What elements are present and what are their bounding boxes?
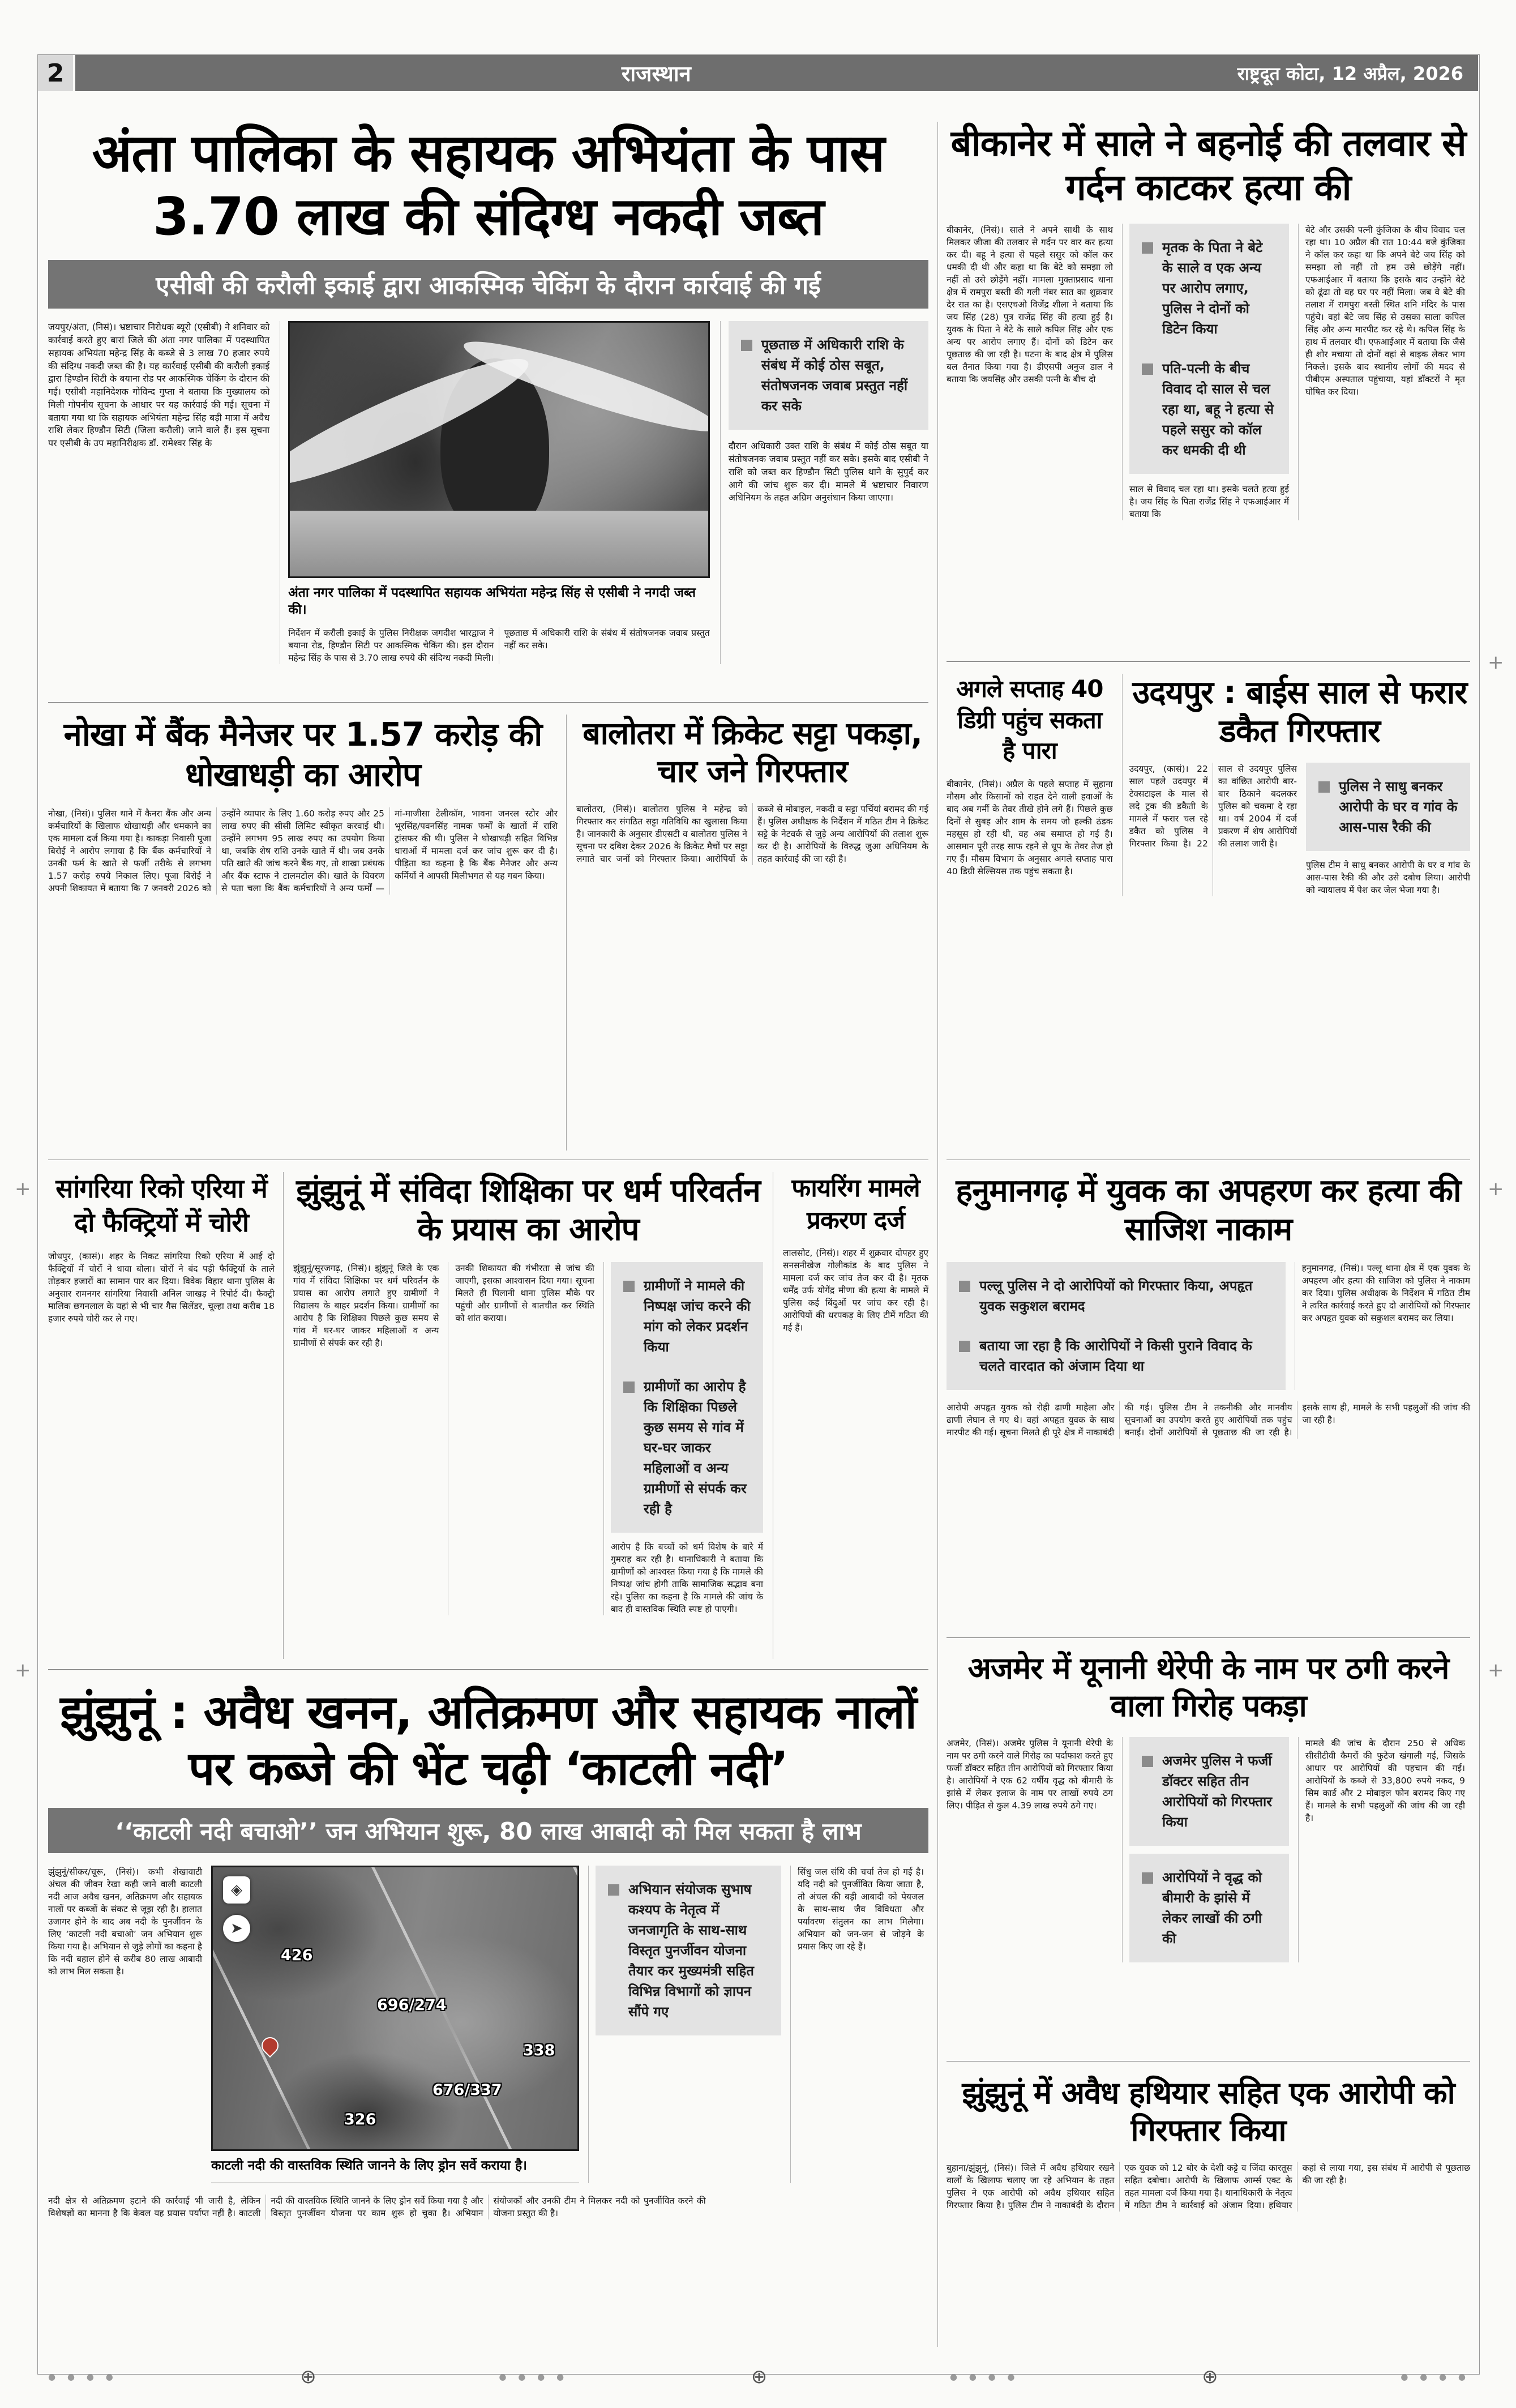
article-udaipur-dacoit: [1122, 674, 1470, 896]
footer-dots: ● ● ● ●: [48, 2372, 118, 2382]
masthead-date: राष्ट्रदूत कोटा, 12 अप्रैल, 2026: [1237, 62, 1463, 84]
map-pin-icon: [258, 2034, 282, 2058]
udaipur-body-2: पुलिस टीम ने साधु बनकर आरोपी के घर व गांव के आस-पास रैकी की और उसे दबोच लिया। आरोपी को न्यायालय में पेश कर जेल भेजा गया है।: [1306, 859, 1470, 895]
hanumangarh-bullet-1: पल्लू पुलिस ने दो आरोपियों को गिरफ्तार किया, अपहृत युवक सकुशल बरामद: [979, 1277, 1253, 1314]
katli-headline: झुंझुनूं : अवैध खनन, अतिक्रमण और सहायक नालों पर कब्जे की भेंट चढ़ी ‘काटली नदी’: [60, 1686, 917, 1797]
divider: [283, 1172, 284, 1659]
teacher-body-col3: आरोप है कि बच्चों को धर्म विशेष के बारे में गुमराह कर रही है। थानाधिकारी ने बताया कि ग्रामीणों को आश्वस्त किया गया है कि मामले की निष्पक्ष जांच होगी ताकि सामाजिक सद्भाव बना रहे। पुलिस का कहना है कि मामले की जांच के बाद ही वास्तविक स्थिति स्पष्ट हो पाएगी।: [610, 1541, 763, 1614]
ajmer-body-col3: मामले की जांच के दौरान 250 से अधिक सीसीटीवी कैमरों की फुटेज खंगाली गई, जिसके आधार पर आरोपियों की पहचान की गई। आरोपियों के कब्जे से 33,800 रुपये नकद, 9 सिम कार्ड और 2 मोबाइल फोन बरामद किए गए हैं। मामले के सभी पहलुओं की जांच की जा रही है।: [1305, 1738, 1465, 1823]
balotra-headline: बालोतरा में क्रिकेट सट्टा पकड़ा, चार जने गिरफ्तार: [583, 715, 922, 790]
article-weather: [947, 674, 1113, 896]
ajmer-inset-box-2: [1129, 1854, 1289, 1962]
article-katli-river: [48, 1684, 928, 2219]
acb-headline: अंता पालिका के सहायक अभियंता के पास 3.70 लाख की संदिग्ध नकदी जब्त: [92, 123, 885, 247]
map-plot-label: 426: [281, 1947, 313, 1965]
map-plot-label: 696/274: [377, 1996, 447, 2014]
katli-map-caption: काटली नदी की वास्तविक स्थिति जानने के लिए ड्रोन सर्वे कराया है।: [211, 2158, 579, 2183]
teacher-inset-box: [611, 1262, 763, 1533]
weapon-body: बुहाना/झुंझुनूं, (निसं)। जिले में अवैध हथियार रखने वालों के खिलाफ चलाए जा रहे अभियान के तहत पुलिस ने एक आरोपी को अवैध हथियार सहित गिरफ्तार किया है। पुलिस टीम ने नाकाबंदी के दौरान एक युवक को 12 बोर के देशी कट्टे व जिंदा कारतूस सहित दबोचा। आरोपी के खिलाफ आर्म्स एक्ट के तहत मामला दर्ज किया गया है। थानाधिकारी के नेतृत्व में गठित टीम ने कार्रवाई को अंजाम दिया। हथियार कहां से लाया गया, इस संबंध में आरोपी से पूछताछ की जा रही है।: [947, 2162, 1470, 2210]
ajmer-body-col1: अजमेर, (निसं)। अजमेर पुलिस ने यूनानी थेरेपी के नाम पर ठगी करने वाले गिरोह का पर्दाफाश करते हुए फर्जी डॉक्टर सहित तीन आरोपियों को गिरफ्तार किया है। आरोपियों ने एक 62 वर्षीय वृद्ध को बीमारी के झांसे में लेकर इलाज के नाम पर लाखों रुपये ठग लिए। पीड़ित से कुल 4.39 लाख रुपये ठगे गए।: [947, 1738, 1113, 1811]
balotra-body: बालोतरा, (निसं)। बालोतरा पुलिस ने महेन्द्र को गिरफ्तार कर संगठित सट्टा गतिविधि का खुलासा किया है। जानकारी के अनुसार डीएसटी व बालोतरा पुलिस ने सूचना पर दबिश देकर 2026 के क्रिकेट मैचों पर सट्टा लगाते चार जनों को गिरफ्तार किया। आरोपियों के कब्जे से मोबाइल, नकदी व सट्टा पर्चियां बरामद की गई हैं। पुलिस अधीक्षक के निर्देशन में गठित टीम ने क्रिकेट सट्टे के नेटवर्क से जुड़े अन्य आरोपियों की तलाश शुरू कर दी है। आरोपियों के विरुद्ध जुआ अधिनियम के तहत कार्रवाई की जा रही है।: [576, 804, 928, 865]
katli-body-bottom: नदी क्षेत्र से अतिक्रमण हटाने की कार्रवाई भी जारी है, लेकिन विशेषज्ञों का मानना है कि केवल यह प्रयास पर्याप्त नहीं है। काटली नदी की वास्तविक स्थिति जानने के लिए ड्रोन सर्वे किया गया है और विस्तृत पुनर्जीवन योजना पर काम शुरू हो चुका है। अभियान संयोजकों और उनकी टीम ने मिलकर नदी को पुनर्जीवित करने की योजना प्रस्तुत की है।: [48, 2195, 706, 2218]
article-firing-case: [783, 1172, 928, 1334]
sangriya-headline: सांगरिया रिको एरिया में दो फैक्ट्रियों में चोरी: [55, 1173, 267, 1238]
weapon-headline: झुंझुनूं में अवैध हथियार सहित एक आरोपी को गिरफ्तार किया: [962, 2075, 1455, 2148]
map-plot-label: 338: [523, 2042, 555, 2060]
photo-desk: [290, 511, 708, 576]
bullet-square-icon: [608, 1884, 619, 1896]
katli-drone-map: [211, 1866, 579, 2151]
layers-icon: ◈: [223, 1876, 250, 1904]
katli-body-col1: झुंझुनूं/सीकर/चूरू, (निसं)। कभी शेखावाटी अंचल की जीवन रेखा कही जाने वाली काटली नदी आज अवैध खनन, अतिक्रमण और सहायक नालों पर कब्जों के संकट से जूझ रही है। हालात उजागर होने के बाद अब नदी के पुनर्जीवन के लिए ‘काटली नदी बचाओ’ जन अभियान शुरू किया गया है। अभियान से जुड़े लोगों का कहना है कि नदी बहाल होने से करीब 80 लाख आबादी को लाभ मिल सकता है।: [48, 1867, 202, 1977]
page-number: 2: [38, 55, 75, 91]
section-title: राजस्थान: [621, 61, 691, 86]
weather-body: बीकानेर, (निसं)। अप्रैल के पहले सप्ताह में सुहाना मौसम और किसानों को राहत देने वाली हवाओं के बाद अब गर्मी के तेवर तीखे होने लगे हैं। पिछले कुछ दिनों से सुबह और शाम के समय जो हल्की ठंडक महसूस हो रही थी, वह अब समाप्त हो गई है। आसमान पूरी तरह साफ रहने से धूप के तेवर तेज हो गए हैं। मौसम विभाग के अनुसार अगले सप्ताह पारा 40 डिग्री सेल्सियस तक पहुंच सकता है।: [947, 779, 1113, 876]
divider: [48, 1669, 928, 1670]
teacher-body-col1: झुंझुनूं/सूरजगढ़, (निसं)। झुंझुनूं जिले के एक गांव में संविदा शिक्षिका पर धर्म परिवर्तन के प्रयास का आरोप लगाते हुए ग्रामीणों ने विद्यालय के बाहर प्रदर्शन किया। ग्रामीणों का आरोप है कि शिक्षिका पिछले कुछ समय से गांव में घर-घर जाकर महिलाओं व अन्य ग्रामीणों से संपर्क कर रही है।: [293, 1263, 439, 1348]
bullet-square-icon: [959, 1281, 970, 1292]
acb-body-below-photo: निर्देशन में करौली इकाई के पुलिस निरीक्षक जगदीश भारद्वाज ने बयाना रोड, हिण्डौन सिटी पर आकस्मिक चेकिंग की। इस दौरान महेन्द्र सिंह के पास से 3.70 लाख रुपये की संदिग्ध नकदी मिली। पूछताछ में अधिकारी राशि के संबंध में संतोषजनक जवाब प्रस्तुत नहीं कर सके।: [288, 628, 710, 664]
crop-mark: +: [1488, 1178, 1504, 1200]
ajmer-bullet-1: अजमेर पुलिस ने फर्जी डॉक्टर सहित तीन आरोपियों को गिरफ्तार किया: [1162, 1752, 1273, 1830]
acb-body-col4: दौरान अधिकारी उक्त राशि के संबंध में कोई ठोस सबूत या संतोषजनक जवाब प्रस्तुत नहीं कर सके। इसके बाद एसीबी ने राशि को जब्त कर हिण्डौन सिटी पुलिस थाने के सुपुर्द कर आगे की जांच शुरू कर दी। मामले में भ्रष्टाचार निवारण अधिनियम के तहत अग्रिम अनुसंधान किया जाएगा।: [728, 440, 928, 503]
nokha-headline: नोखा में बैंक मैनेजर पर 1.57 करोड़ की धोखाधड़ी का आरोप: [63, 715, 542, 794]
crop-mark: +: [1488, 651, 1504, 674]
udaipur-inset-box: [1306, 763, 1470, 851]
register-mark-icon: ⊕: [1202, 2366, 1218, 2388]
acb-subhead-band: एसीबी की करौली इकाई द्वारा आकस्मिक चेकिंग के दौरान कार्रवाई की गई: [48, 260, 928, 309]
teacher-bullet-2: ग्रामीणों का आरोप है कि शिक्षिका पिछले कुछ समय से गांव में घर-घर जाकर महिलाओं व अन्य ग्रामीणों से संपर्क कर रही है: [643, 1378, 747, 1517]
katli-bullet: अभियान संयोजक सुभाष कश्यप के नेतृत्व में जनजागृति के साथ-साथ विस्तृत पुनर्जीवन योजना तैयार कर मुख्यमंत्री सहित विभिन्न विभागों को ज्ञापन सौंपे गए: [628, 1881, 754, 2020]
article-acb-cash-seizure: [48, 122, 928, 664]
center-column-rule: [937, 122, 938, 2347]
article-sangriya-theft: [48, 1172, 275, 1325]
article-hanumangarh-kidnap: [947, 1172, 1470, 1439]
navigation-icon: ➤: [223, 1915, 250, 1942]
acb-body-col1: जयपुर/अंता, (निसं)। भ्रष्टाचार निरोधक ब्यूरो (एसीबी) ने शनिवार को कार्रवाई करते हुए बारां जिले की अंता नगर पालिका में पदस्थापित सहायक अभियंता महेन्द्र सिंह के कब्जे से 3 लाख 70 हजार रुपये की संदिग्ध नकदी जब्त की है। यह कार्रवाई एसीबी की करौली इकाई द्वारा हिण्डौन सिटी के बयाना रोड पर आकस्मिक चेकिंग के दौरान की गई। एसीबी महानिदेशक गोविन्द गुप्ता ने बताया कि मुख्यालय को मिली गोपनीय सूचना के आधार पर यह कार्रवाई की गई। सूचना में बताया गया था कि सहायक अभियंता महेन्द्र सिंह बड़ी मात्रा में अवैध राशि लेकर हिण्डौन सिटी (जिला करौली) जाने वाले हैं। इस सूचना पर एसीबी के उप महानिरीक्षक डॉ. रामेश्वर सिंह के: [48, 322, 270, 448]
map-plot-label: 326: [344, 2111, 376, 2129]
hanumangarh-bullet-2: बताया जा रहा है कि आरोपियों ने किसी पुराने विवाद के चलते वारदात को अंजाम दिया था: [979, 1337, 1252, 1374]
weather-headline: अगले सप्ताह 40 डिग्री पहुंच सकता है पारा: [956, 675, 1103, 765]
divider: [566, 715, 567, 1150]
article-ajmer-fraud: [947, 1650, 1470, 1962]
hanumangarh-headline: हनुमानगढ़ में युवक का अपहरण कर हत्या की साजिश नाकाम: [956, 1173, 1461, 1248]
bikaner-bullet-2: पति-पत्नी के बीच विवाद दो साल से चल रहा था, बहू ने हत्या से पहले ससुर को कॉल कर धमकी दी थी: [1162, 361, 1274, 459]
bullet-square-icon: [959, 1341, 970, 1352]
katli-subhead-band: ‘‘काटली नदी बचाओ’’ जन अभियान शुरू, 80 लाख आबादी को मिल सकता है लाभ: [48, 1808, 928, 1853]
bikaner-headline: बीकानेर में साले ने बहनोई की तलवार से गर्दन काटकर हत्या की: [950, 123, 1466, 209]
crop-mark: +: [1488, 1659, 1504, 1682]
footer-dots: ● ● ● ●: [949, 2372, 1020, 2382]
bikaner-body-col1: बीकानेर, (निसं)। साले ने अपने साथी के साथ मिलकर जीजा की तलवार से गर्दन पर वार कर हत्या कर दी। बहू ने हत्या से पहले ससुर को कॉल कर धमकी दी थी और कहा था कि बेटे को समझा लो नहीं तो उसे छोड़ेंगे नहीं। मामला मुक्ताप्रसाद थाना क्षेत्र में रामपुरा बस्ती की गली नंबर सात का शुक्रवार देर रात का है। एसएचओ विजेंद्र शीला ने बताया कि जय सिंह (28) पुत्र राजेंद्र सिंह की हत्या हुई है। युवक के पिता ने बेटे के साले कपिल सिंह और एक अन्य पर आरोप लगाए हैं। दोनों को डिटेन कर पूछताछ की जा रही है। घटना के बाद क्षेत्र में पुलिस बल तैनात किया गया है। डीएसपी अनुज डाल ने बताया कि जयसिंह और उसकी पत्नी के बीच दो: [947, 225, 1113, 385]
map-plot-label: 676/337: [432, 2081, 502, 2099]
bullet-square-icon: [1142, 1756, 1153, 1767]
register-mark-icon: ⊕: [300, 2366, 316, 2388]
teacher-body-col2: उनकी शिकायत की गंभीरता से जांच की जाएगी, इसका आश्वासन दिया गया। सूचना मिलते ही पिलानी थाना पुलिस मौके पर पहुंची और ग्रामीणों से बातचीत कर स्थिति को शांत कराया।: [455, 1263, 594, 1323]
page-header: [38, 55, 1478, 91]
bikaner-body-col2: साल से विवाद चल रहा था। इसके चलते हत्या हुई है। जय सिंह के पिता राजेंद्र सिंह ने एफआईआर में बताया कि: [1129, 484, 1289, 520]
ajmer-bullet-2: आरोपियों ने वृद्ध को बीमारी के झांसे में लेकर लाखों की ठगी की: [1162, 1869, 1262, 1947]
sangriya-body: जोधपुर, (कासं)। शहर के निकट सांगरिया रिको एरिया में आई दो फैक्ट्रियों में चोरों ने धावा बोला। चोरों ने बंद पड़ी फैक्ट्रियों के ताले तोड़कर हजारों का सामान पार कर दिया। विवेक विहार थाना पुलिस के अनुसार रामनगर सांगरिया निवासी अनिल जाखड़ ने रिपोर्ट दी। फैक्ट्री मालिक छगनलाल के यहां से भी चार गैस सिलेंडर, चूल्हा तथा करीब 18 हजार रुपये चोरी कर ले गए।: [48, 1251, 275, 1324]
divider: [48, 702, 928, 703]
article-balotra-betting: [576, 715, 928, 865]
article-nokha-bank-fraud: [48, 715, 558, 895]
hanumangarh-inset-box: [947, 1262, 1286, 1390]
acb-inset-box: [729, 321, 928, 430]
register-mark-icon: ⊕: [751, 2366, 768, 2388]
bullet-square-icon: [623, 1382, 635, 1393]
acb-photo-caption: अंता नगर पालिका में पदस्थापित सहायक अभियंता महेन्द्र सिंह से एसीबी ने नगदी जब्त की।: [288, 585, 696, 618]
teacher-bullet-1: ग्रामीणों ने मामले की निष्पक्ष जांच करने की मांग को लेकर प्रदर्शन किया: [643, 1277, 751, 1355]
crop-mark: +: [15, 1178, 31, 1200]
bikaner-body-col3: बेटे और उसकी पत्नी कुंजिका के बीच विवाद चल रहा था। 10 अप्रैल की रात 10:44 बजे कुंजिका ने कॉल कर कहा था कि अपने बेटे जय सिंह को समझा लो नहीं तो हम उसे छोड़ेंगे नहीं। एफआईआर में बताया कि इसके बाद उन्होंने बेटे को ढूंढा तो वह घर पर नहीं मिला। जब वे बेटे की तलाश में रामपुरा बस्ती स्थित शनि मंदिर के पास पहुंचे। वहां बेटे जय सिंह से उसका साला कपिल सिंह और अन्य मारपीट कर रहे थे। कपिल सिंह के हाथ में तलवार थी। एफआईआर में बताया कि जैसे ही शोर मचाया तो दोनों वहां से बाइक लेकर भाग निकले। इसके बाद स्थानीय लोगों की मदद से पीबीएम अस्पताल पहुंचाया, यहां डॉक्टरों ने मृत घोषित कर दिया।: [1305, 225, 1465, 397]
article-bikaner-murder: [947, 122, 1470, 520]
bikaner-bullet-1: मृतक के पिता ने बेटे के साले व एक अन्य पर आरोप लगाए, पुलिस ने दोनों को डिटेन किया: [1162, 239, 1263, 337]
divider: [947, 661, 1470, 662]
bikaner-inset-box: [1129, 224, 1289, 474]
divider: [947, 1637, 1470, 1638]
udaipur-headline: उदयपुर : बाईस साल से फरार डकैत गिरफ्तार: [1132, 674, 1467, 750]
article-teacher-conversion: [293, 1172, 763, 1615]
bullet-square-icon: [1318, 781, 1330, 793]
footer-dots: ● ● ● ●: [1401, 2372, 1470, 2382]
hanumangarh-body-col-right: हनुमानगढ़, (निसं)। पल्लू थाना क्षेत्र में एक युवक के अपहरण और हत्या की साजिश को पुलिस ने नाकाम कर दिया। पुलिस अधीक्षक के निर्देशन में गठित टीम ने त्वरित कार्रवाई करते हुए दो आरोपियों को गिरफ्तार कर अपहृत युवक को सकुशल बरामद कर लिया।: [1301, 1263, 1470, 1323]
udaipur-bullet: पुलिस ने साधु बनकर आरोपी के घर व गांव के आस-पास रैकी की: [1339, 778, 1458, 835]
nokha-body: नोखा, (निसं)। पुलिस थाने में कैनरा बैंक और अन्य कर्मचारियों के खिलाफ धोखाधड़ी और धमकाने का एक मामला दर्ज किया गया है। काकड़ा निवासी पूजा बिरोई ने आरोप लगाया है कि बैंक कर्मचारियों ने उनकी फर्म के खाते से फर्जी तरीके से लगभग 1.57 करोड़ रुपये निकाल लिए। पूजा बिरोई ने अपनी शिकायत में बताया कि 7 जनवरी 2026 को उन्होंने व्यापार के लिए 1.60 करोड़ रुपए और 25 लाख रुपए की सीसी लिमिट स्वीकृत करवाई थी। उन्होंने लगभग 95 लाख रुपए का उपयोग किया था, जबकि शेष राशि उनके खाते में थी। जब उनके पति खाते की जांच करने बैंक गए, तो शाखा प्रबंधक और बैंक स्टाफ ने टालमटोल की। खाते के विवरण से पता चला कि बैंक कर्मचारियों ने अन्य फर्मों — मां-माजीसा टेलीकॉम, भावना जनरल स्टोर और भूरसिंह/पवनसिंह नामक फर्मों के खातों में राशि ट्रांसफर की थी। पुलिस ने धोखाधड़ी सहित विभिन्न धाराओं में मामला दर्ज कर जांच शुरू कर दी है। पीड़िता का कहना है कि बैंक मैनेजर और अन्य कर्मियों ने आपसी मिलीभगत से यह गबन किया।: [48, 808, 558, 893]
hanumangarh-body-bottom: आरोपी अपहृत युवक को रोही ढाणी माहेला और ढाणी लेघान ले गए थे। वहां अपहृत युवक के साथ मारपीट की गई। सूचना मिलते ही पूरे क्षेत्र में नाकाबंदी की गई। पुलिस टीम ने तकनीकी और मानवीय सूचनाओं का उपयोग करते हुए आरोपियों तक पहुंच बनाई। दोनों आरोपियों से पूछताछ की जा रही है। इसके साथ ही, मामले के सभी पहलुओं की जांच की जा रही है।: [947, 1402, 1470, 1438]
udaipur-body: उदयपुर, (कासं)। 22 साल पहले उदयपुर में टेक्सटाइल के माल से लदे ट्रक की डकैती के मामले में फरार चल रहे डकैत को पुलिस ने गिरफ्तार किया है। 22 साल से उदयपुर पुलिस का वांछित आरोपी बार-बार ठिकाने बदलकर पुलिस को चकमा दे रहा था। वर्ष 2004 में दर्ज प्रकरण में शेष आरोपियों की तलाश जारी है।: [1129, 763, 1297, 849]
footer-dots: ● ● ● ●: [499, 2372, 569, 2382]
crop-mark: +: [15, 1659, 31, 1682]
page-footer: [48, 2366, 1470, 2388]
firing-body: लालसोट, (निसं)। शहर में शुक्रवार दोपहर हुए सनसनीखेज गोलीकांड के बाद पुलिस ने मामला दर्ज कर जांच तेज कर दी है। मृतक धर्मेंद्र उर्फ योगेंद्र मीणा की हत्या के मामले में पुलिस कई बिंदुओं पर जांच कर रही है। आरोपियों की धरपकड़ के लिए टीमें गठित की गई हैं।: [783, 1248, 928, 1333]
bullet-square-icon: [741, 340, 752, 351]
ajmer-headline: अजमेर में यूनानी थेरेपी के नाम पर ठगी करने वाला गिरोह पकड़ा: [967, 1650, 1449, 1723]
article-weapon-arrest: [947, 2075, 1470, 2212]
ajmer-inset-box-1: [1129, 1737, 1289, 1846]
acb-inset-text: पूछताछ में अधिकारी राशि के संबंध में कोई ठोस सबूत, संतोषजनक जवाब प्रस्तुत नहीं कर सके: [761, 337, 908, 414]
teacher-headline: झुंझुनूं में संविदा शिक्षिका पर धर्म परिवर्तन के प्रयास का आरोप: [296, 1173, 760, 1248]
bullet-square-icon: [623, 1281, 635, 1292]
katli-inset-box: [596, 1866, 781, 2035]
right-row-2: [947, 674, 1470, 896]
firing-headline: फायरिंग मामले प्रकरण दर्ज: [791, 1174, 920, 1235]
katli-body-col-right: सिंधु जल संधि की चर्चा तेज हो गई है। यदि नदी को पुनर्जीवित किया जाता है, तो अंचल की बड़ी आबादी को पेयजल के साथ-साथ जैव विविधता और पर्यावरण संतुलन का लाभ मिलेगा। अभियान को जन-जन से जोड़ने के प्रयास किए जा रहे हैं।: [798, 1867, 924, 1952]
bullet-square-icon: [1142, 363, 1153, 375]
bullet-square-icon: [1142, 1872, 1153, 1884]
bullet-square-icon: [1142, 242, 1153, 254]
photo-acb-seizure: [288, 321, 710, 578]
